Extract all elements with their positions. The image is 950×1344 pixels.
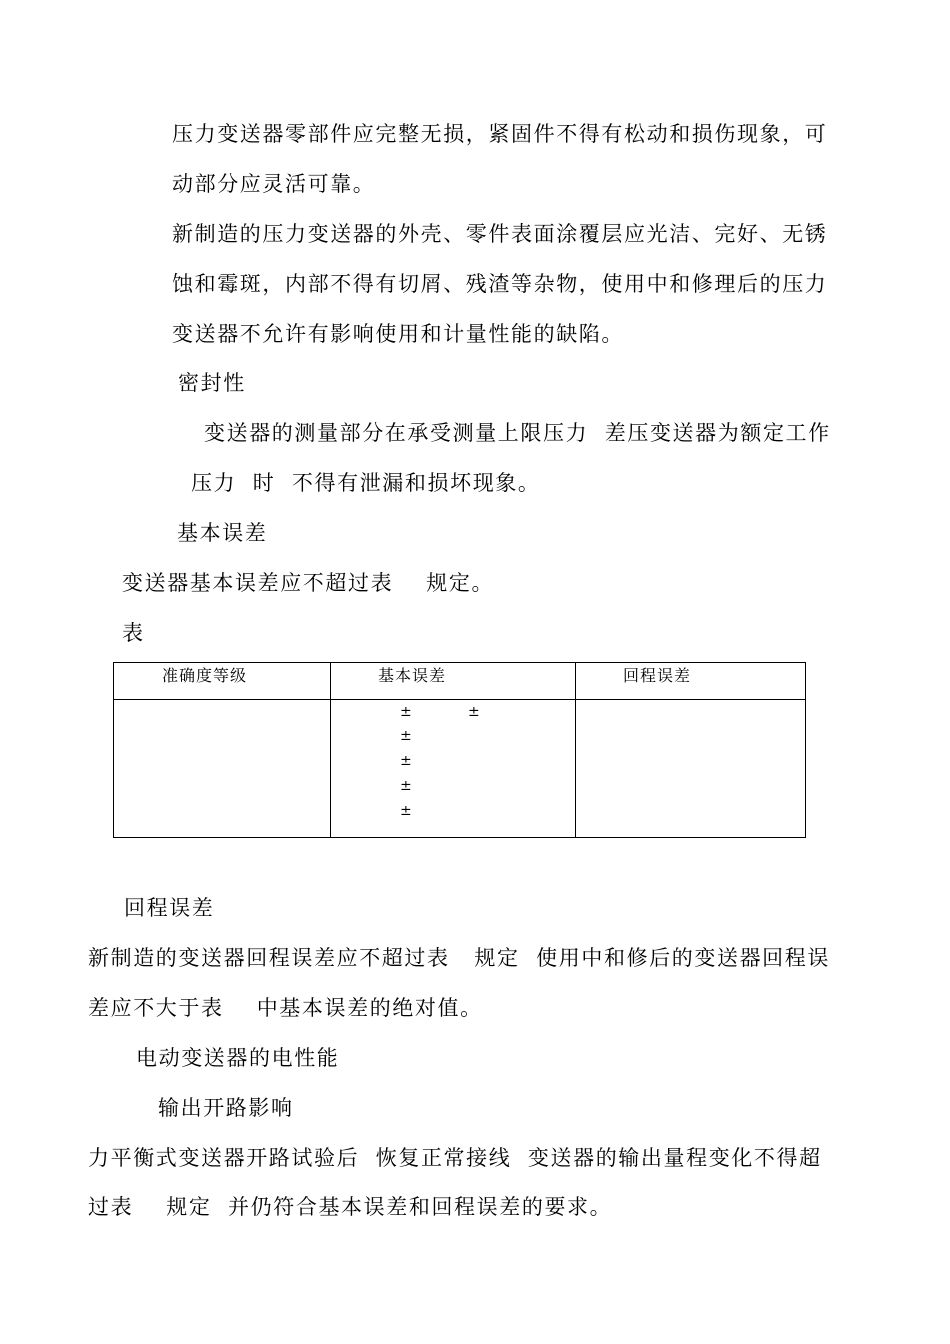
text-line: 差应不大于表 中基本误差的绝对值。	[88, 996, 483, 1020]
section-heading: 输出开路影响	[158, 1096, 294, 1120]
section-heading: 回程误差	[124, 896, 215, 920]
text-line: 过表 规定 并仍符合基本误差和回程误差的要求。	[88, 1195, 613, 1219]
text-line: 压力变送器零部件应完整无损，紧固件不得有松动和损伤现象，可	[172, 122, 828, 146]
text-line: 变送器的测量部分在承受测量上限压力 差压变送器为额定工作	[204, 421, 831, 445]
plus-minus-symbol: ±	[400, 728, 412, 744]
header-label: 基本误差	[378, 666, 447, 685]
text-line: 力平衡式变送器开路试验后 恢复正常接线 变送器的输出量程变化不得超	[88, 1146, 822, 1170]
header-basic-error	[331, 663, 576, 700]
text-line: 变送器不允许有影响使用和计量性能的缺陷。	[172, 322, 624, 346]
table-cell	[576, 700, 806, 838]
plus-minus-symbol: ±	[468, 704, 480, 720]
section-heading: 电动变送器的电性能	[136, 1046, 340, 1070]
header-accuracy-class	[114, 663, 331, 700]
text-line: 新制造的变送器回程误差应不超过表 规定 使用中和修后的变送器回程误	[88, 946, 830, 970]
error-table	[113, 662, 806, 838]
table-cell	[331, 700, 576, 838]
header-label: 准确度等级	[162, 666, 248, 685]
text-line: 新制造的压力变送器的外壳、零件表面涂覆层应光洁、完好、无锈	[172, 222, 828, 246]
header-hysteresis-error	[576, 663, 806, 700]
text-line: 动部分应灵活可靠。	[172, 172, 376, 196]
text-line: 蚀和霉斑，内部不得有切屑、残渣等杂物，使用中和修理后的压力	[172, 272, 828, 296]
table-cell	[114, 700, 331, 838]
section-heading: 基本误差	[177, 521, 268, 545]
table-caption: 表	[122, 621, 145, 645]
plus-minus-symbol: ±	[400, 778, 412, 794]
plus-minus-symbol: ±	[400, 704, 412, 720]
header-label: 回程误差	[623, 666, 692, 685]
text-line: 变送器基本误差应不超过表 规定。	[122, 571, 495, 595]
plus-minus-symbol: ±	[400, 753, 412, 769]
plus-minus-symbol: ±	[400, 803, 412, 819]
text-line: 压力 时 不得有泄漏和损坏现象。	[191, 471, 541, 495]
section-heading: 密封性	[178, 371, 246, 395]
